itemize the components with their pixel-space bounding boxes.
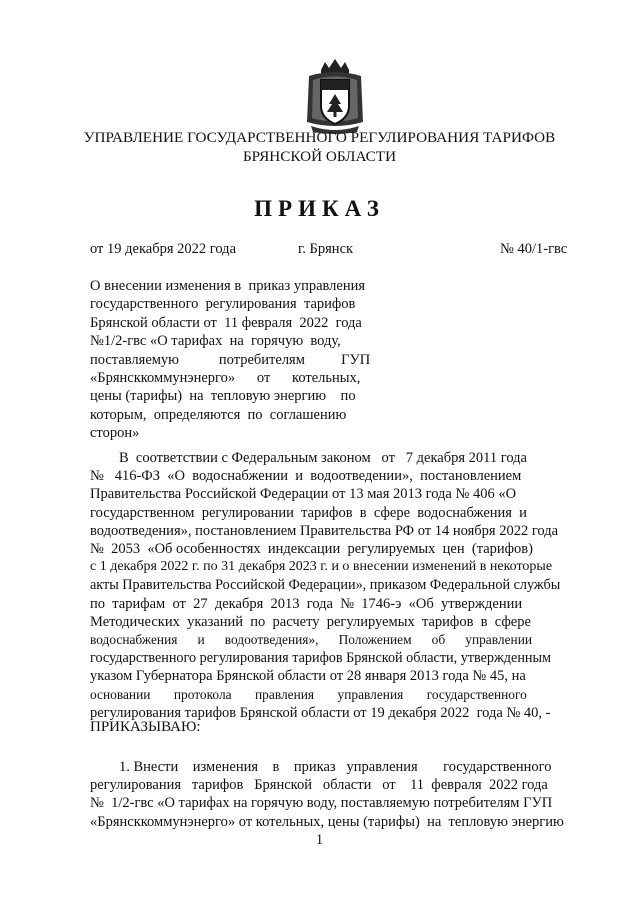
preamble-line: указом Губернатора Брянской области от 28 января 2013 года № 45, на	[90, 668, 526, 685]
document-city: г. Брянск	[298, 241, 354, 257]
page-number: 1	[315, 832, 324, 848]
preamble-line: с 1 декабря 2022 г. по 31 декабря 2023 г. и о внесении изменений в некоторые	[90, 559, 553, 575]
order-item-line: № 1/2-гвс «О тарифах на горячую воду, поставляемую потребителям ГУП	[90, 795, 553, 812]
subject-line: сторон»	[90, 425, 140, 442]
preamble-line: государственном регулировании тарифов в сфере водоснабжения и	[90, 504, 527, 521]
document-title: ПРИКАЗ	[254, 196, 385, 221]
order-item-line: регулирования тарифов Брянской области от 11 февраля 2022 года	[90, 777, 548, 794]
subject-line: Брянской области от 11 февраля 2022 года	[90, 314, 362, 331]
document-date: от 19 декабря 2022 года	[90, 241, 236, 257]
agency-name-line-2: БРЯНСКОЙ ОБЛАСТИ	[242, 148, 397, 165]
subject-line: которым, определяются по соглашению	[90, 406, 347, 423]
subject-line: «Брянсккоммунэнерго» от котельных,	[90, 370, 361, 387]
subject-block	[90, 277, 371, 443]
preamble-line: регулирования тарифов Брянской области от 19 декабря 2022 года № 40, -	[90, 704, 551, 721]
preamble-line: по тарифам от 27 декабря 2013 года № 1746-э «Об утверждении	[90, 595, 523, 612]
document-number: № 40/1-гвс	[500, 241, 568, 257]
preamble-line: акты Правительства Российской Федерации», приказом Федеральной службы	[90, 577, 561, 594]
preamble-line: основании протокола правления управления государственного	[90, 686, 527, 702]
subject-line: поставляемую потребителям ГУП	[90, 351, 371, 368]
preamble-paragraph	[90, 449, 590, 722]
subject-line: цены (тарифы) на тепловую энергию по	[90, 388, 356, 405]
preamble-line: Методических указаний по расчету регулируемых тарифов в сфере	[90, 613, 531, 630]
preamble-line: Правительства Российской Федерации от 13 мая 2013 года № 406 «О	[90, 486, 517, 503]
coat-of-arms-icon	[299, 56, 371, 136]
subject-line: №1/2-гвс «О тарифах на горячую воду,	[90, 333, 341, 350]
order-item-line: 1. Внести изменения в приказ управления государственного	[90, 759, 552, 775]
preamble-line: водоснабжения и водоотведения», Положением об управлении	[90, 632, 533, 648]
preamble-line: водоотведения», постановлением Правительства РФ от 14 ноября 2022 года	[90, 522, 559, 539]
preamble-line: № 416-ФЗ «О водоснабжении и водоотведении», постановлением	[90, 468, 522, 485]
order-directive: ПРИКАЗЫВАЮ:	[90, 719, 201, 735]
preamble-line: государственного регулирования тарифов Брянской области, утвержденным	[90, 650, 552, 667]
order-item-1	[90, 758, 590, 831]
agency-name-line-1: УПРАВЛЕНИЕ ГОСУДАРСТВЕННОГО РЕГУЛИРОВАНИЯ ТАРИФОВ	[83, 129, 556, 146]
preamble-line: В соответствии с Федеральным законом от 7 декабря 2011 года	[90, 450, 527, 466]
subject-line: государственного регулирования тарифов	[90, 296, 356, 313]
preamble-line: № 2053 «Об особенностях индексации регулируемых цен (тарифов)	[90, 541, 533, 558]
order-item-line: «Брянсккоммунэнерго» от котельных, цены (тарифы) на тепловую энергию	[90, 813, 564, 830]
subject-line: О внесении изменения в приказ управления	[90, 278, 366, 294]
